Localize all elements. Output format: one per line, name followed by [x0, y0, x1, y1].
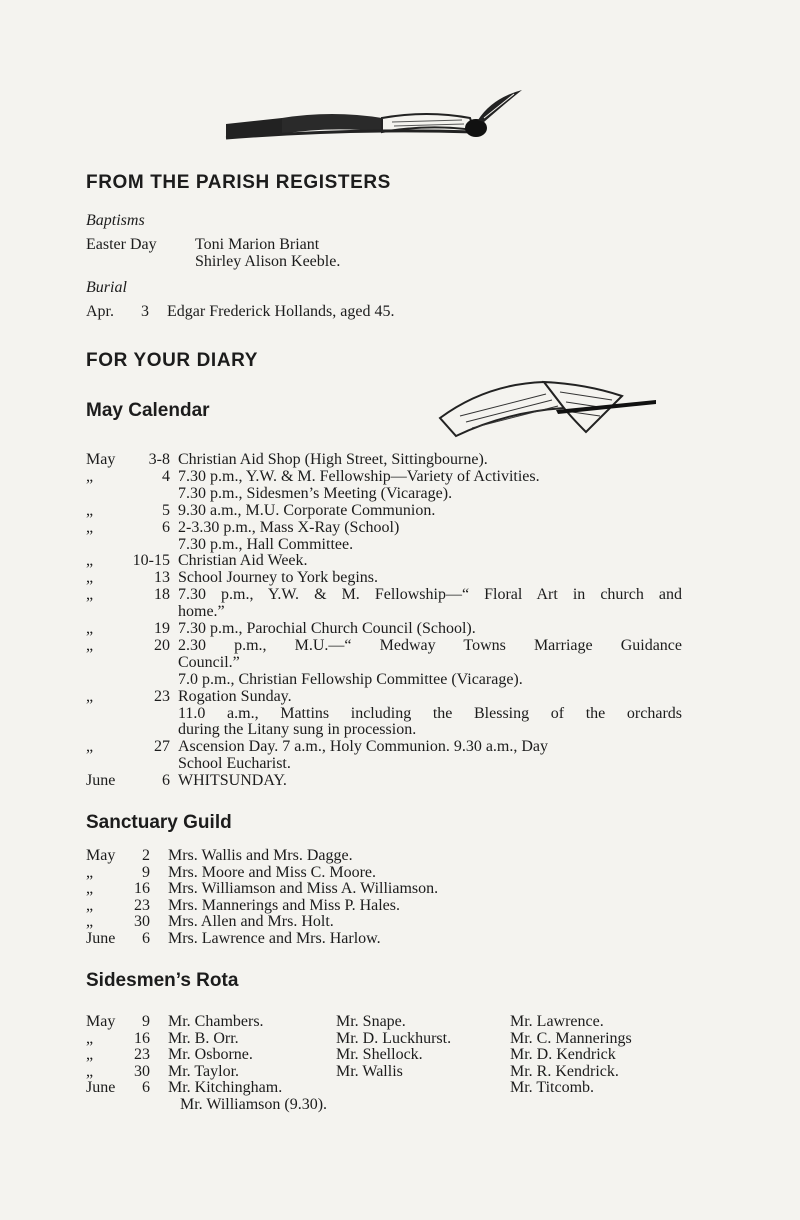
calendar-text: Ascension Day. 7 a.m., Holy Communion. 9.30 a.m., Day: [178, 738, 549, 756]
rota-name: Mr. Kitchingham.: [168, 1079, 283, 1097]
rota-name: Mr. Taylor.: [168, 1062, 240, 1080]
rota-day: 23: [134, 1046, 150, 1064]
rota-name: Mr. D. Kendrick: [510, 1046, 616, 1064]
rota-day: 6: [142, 1079, 150, 1097]
burial-name: Edgar Frederick Hollands, aged 45.: [167, 303, 395, 320]
rota-name: Mr. Shellock.: [336, 1046, 423, 1064]
baptisms-date: Easter Day: [86, 236, 157, 253]
registers-title: FROM THE PARISH REGISTERS: [86, 172, 391, 193]
guild-day: 6: [142, 930, 150, 947]
rota-name: Mr. B. Orr.: [168, 1029, 239, 1047]
calendar-day: 20: [154, 636, 170, 654]
calendar-day: 10-15: [132, 552, 170, 570]
guild-month: May: [86, 847, 116, 864]
calendar-month: „: [86, 569, 94, 587]
calendar-text: Christian Aid Week.: [178, 552, 308, 570]
calendar-text: 7.0 p.m., Christian Fellowship Committee (Vicarage).: [178, 670, 523, 688]
guild-names: Mrs. Mannerings and Miss P. Hales.: [168, 896, 400, 914]
guild-day: 30: [134, 913, 150, 931]
calendar-text: 2.30 p.m., M.U.—“ Medway Towns Marriage Guidance: [178, 636, 682, 654]
rota-day: 9: [142, 1013, 150, 1030]
guild-day: 23: [134, 896, 150, 914]
rota-extra: Mr. Williamson (9.30).: [180, 1096, 328, 1113]
calendar-text: 9.30 a.m., M.U. Corporate Communion.: [178, 501, 436, 519]
rota-month: „: [86, 1062, 94, 1080]
rota-month: May: [86, 1013, 116, 1030]
calendar-text: 7.30 p.m., Y.W. & M. Fellowship—Variety of Activities.: [178, 467, 540, 485]
calendar-text: School Journey to York begins.: [178, 569, 379, 587]
diary-title: FOR YOUR DIARY: [86, 350, 259, 371]
rota-name: Mr. R. Kendrick.: [510, 1062, 619, 1080]
rota-month: „: [86, 1029, 94, 1047]
calendar-day: 3-8: [148, 451, 170, 468]
rota-month: June: [86, 1079, 116, 1097]
calendar-day: 6: [162, 772, 170, 790]
calendar-text: 7.30 p.m., Sidesmen’s Meeting (Vicarage).: [178, 484, 453, 502]
rota-name: Mr. Wallis: [336, 1062, 403, 1080]
guild-month: „: [86, 880, 94, 898]
calendar-text: 7.30 p.m., Hall Committee.: [178, 535, 354, 553]
calendar-day: 5: [162, 501, 170, 519]
guild-names: Mrs. Wallis and Mrs. Dagge.: [168, 847, 353, 864]
calendar-text: Christian Aid Shop (High Street, Sittingbourne).: [178, 451, 488, 468]
calendar-text: Rogation Sunday.: [178, 687, 292, 705]
calendar-text: 11.0 a.m., Mattins including the Blessing of the orchards: [178, 704, 682, 722]
rota-name: Mr. C. Mannerings: [510, 1029, 632, 1047]
calendar-text: 2-3.30 p.m., Mass X-Ray (School): [178, 518, 400, 536]
baptisms-label: Baptisms: [86, 212, 145, 229]
rota-name: Mr. Lawrence.: [510, 1013, 604, 1030]
calendar-day: 18: [154, 586, 170, 604]
calendar-day: 23: [154, 687, 170, 705]
calendar-day: 6: [162, 518, 170, 536]
rota-name: Mr. Osborne.: [168, 1046, 253, 1064]
rota-name: Mr. Snape.: [336, 1013, 406, 1030]
calendar-month: June: [86, 772, 116, 790]
calendar-title: May Calendar: [86, 400, 210, 421]
guild-day: 9: [142, 863, 150, 881]
burial-label: Burial: [86, 279, 127, 296]
burial-date: Apr.: [86, 303, 114, 320]
rota-title: Sidesmen’s Rota: [86, 970, 239, 991]
guild-names: Mrs. Allen and Mrs. Holt.: [168, 913, 334, 931]
calendar-text: WHITSUNDAY.: [178, 772, 287, 790]
calendar-month: „: [86, 738, 94, 756]
guild-names: Mrs. Lawrence and Mrs. Harlow.: [168, 930, 381, 947]
calendar-month: May: [86, 451, 116, 468]
calendar-text: School Eucharist.: [178, 755, 291, 773]
calendar-day: 13: [154, 569, 170, 587]
calendar-text: home.”: [178, 603, 225, 621]
rota-name: Mr. D. Luckhurst.: [336, 1029, 452, 1047]
rota-name: Mr. Chambers.: [168, 1013, 264, 1030]
rota-name: Mr. Titcomb.: [510, 1079, 595, 1097]
guild-month: „: [86, 913, 94, 931]
guild-day: 2: [142, 847, 150, 864]
rota-day: 16: [134, 1029, 150, 1047]
calendar-month: „: [86, 586, 94, 604]
guild-names: Mrs. Moore and Miss C. Moore.: [168, 863, 376, 881]
calendar-month: „: [86, 518, 94, 536]
book-quill-ornament-icon: [222, 88, 532, 146]
rota-day: 30: [134, 1062, 150, 1080]
calendar-text: during the Litany sung in procession.: [178, 721, 417, 739]
baptism-entry: Toni Marion Briant: [195, 236, 320, 253]
calendar-text: Council.”: [178, 653, 240, 671]
calendar-day: 4: [162, 467, 170, 485]
baptism-entry: Shirley Alison Keeble.: [195, 253, 341, 270]
calendar-text: 7.30 p.m., Y.W. & M. Fellowship—“ Floral Art in church and: [178, 586, 682, 604]
calendar-month: „: [86, 687, 94, 705]
guild-month: June: [86, 930, 116, 947]
guild-title: Sanctuary Guild: [86, 812, 232, 833]
calendar-month: „: [86, 552, 94, 570]
guild-month: „: [86, 896, 94, 914]
guild-day: 16: [134, 880, 150, 898]
calendar-month: „: [86, 501, 94, 519]
calendar-month: „: [86, 620, 94, 637]
calendar-month: „: [86, 636, 94, 654]
rota-month: „: [86, 1046, 94, 1064]
open-diary-ornament-icon: [436, 378, 658, 438]
guild-month: „: [86, 863, 94, 881]
burial-day: 3: [141, 303, 149, 320]
calendar-day: 19: [154, 620, 170, 637]
calendar-month: „: [86, 467, 94, 485]
guild-names: Mrs. Williamson and Miss A. Williamson.: [168, 880, 439, 898]
calendar-day: 27: [154, 738, 170, 756]
calendar-text: 7.30 p.m., Parochial Church Council (School).: [178, 620, 476, 637]
